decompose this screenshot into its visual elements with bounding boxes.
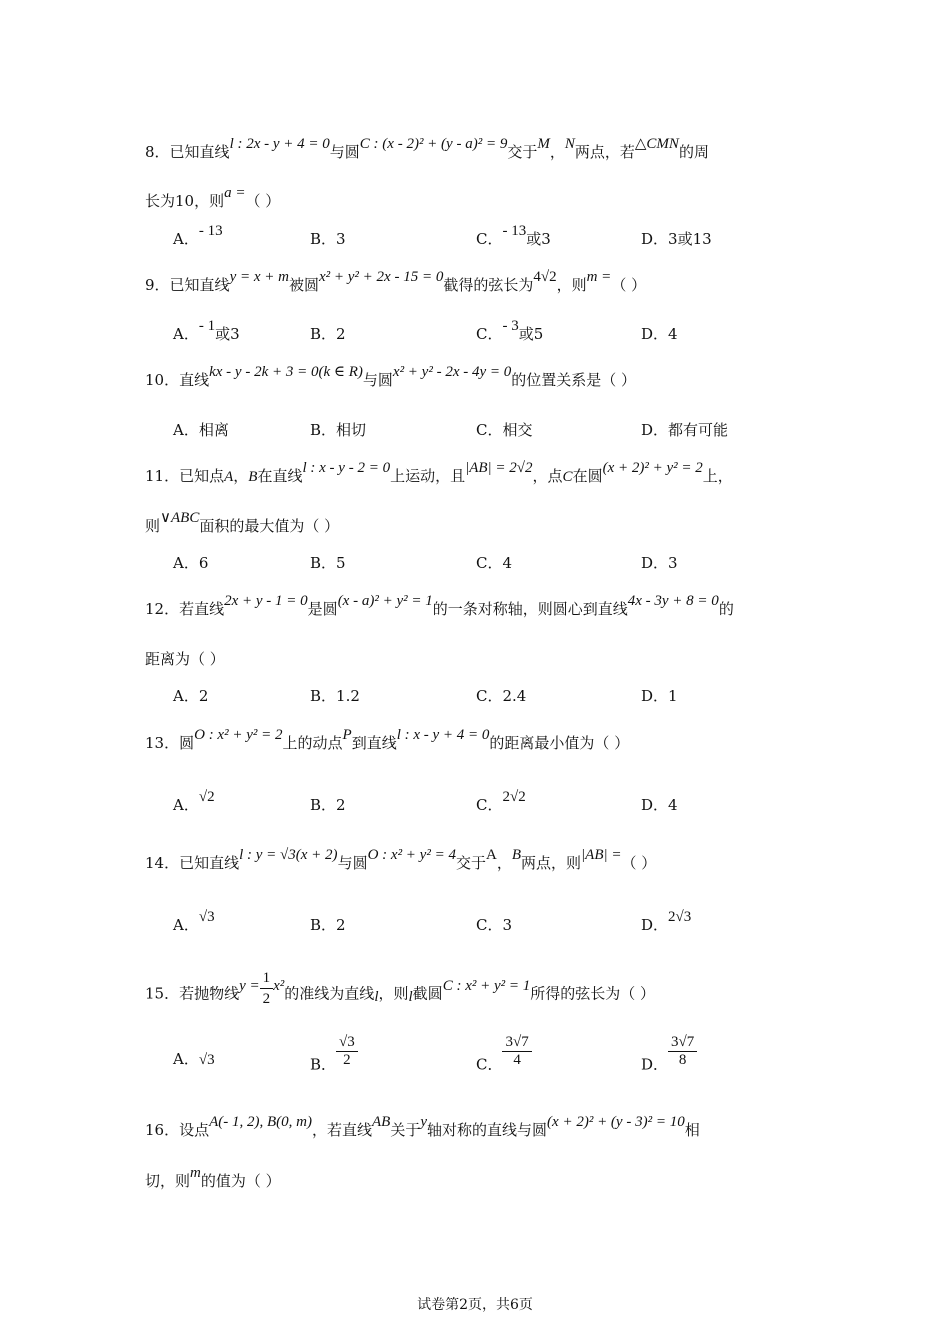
math-expression: l : 2x - y + 4 = 0 [229, 136, 330, 152]
math-expression: C : (x - 2)² + (y - a)² = 9 [359, 136, 508, 152]
question-11: 11．已知点A，B在直线l : x - y - 2 = 0上运动，且|AB| = 2√2，点C在圆(x + 2)² + y² = 2上， [145, 460, 733, 485]
option-c: C．相交 [476, 421, 533, 439]
options-row [173, 909, 813, 940]
question-10: 10．直线kx - y - 2k + 3 = 0(k ∈ R)与圆x² + y² - 2x - 4y = 0的位置关系是（ ） [145, 364, 637, 389]
option-c: C．- 13或3 [476, 223, 551, 248]
question-number: 16． [145, 1121, 180, 1139]
option-a: A．相离 [173, 421, 229, 439]
option-a: A．- 1或3 [173, 318, 240, 343]
question-number: 15． [145, 984, 180, 1003]
page-footer: 试卷第2页，共6页 [417, 1297, 533, 1313]
options-row [173, 789, 813, 820]
option-a: A．2 [173, 687, 209, 705]
question-number: 10． [145, 371, 180, 389]
option-b: B．相切 [310, 421, 367, 439]
options-row [173, 552, 813, 578]
question-12: 12．若直线2x + y - 1 = 0是圆(x - a)² + y² = 1的一条对称轴，则圆心到直线4x - 3y + 8 = 0的 [145, 593, 734, 618]
question-number: 12． [145, 600, 180, 618]
option-d: D．3 [641, 554, 678, 572]
option-d: D．4 [641, 796, 678, 814]
option-b: B．2 [310, 916, 346, 934]
question-12-continuation: 距离为（ ） [145, 650, 225, 668]
options-row [173, 419, 813, 445]
question-13: 13．圆O : x² + y² = 2上的动点P到直线l : x - y + 4 = 0的距离最小值为（ ） [145, 727, 630, 752]
option-a: A．- 13 [173, 223, 223, 248]
question-9: 9．已知直线y = x + m被圆x² + y² + 2x - 15 = 0截得的弦长为4√2，则m =（ ） [145, 269, 647, 294]
option-a: A．√2 [173, 789, 215, 814]
option-c: C． $\frac{3√7}{4}$ [476, 1048, 532, 1083]
options-row [173, 1034, 813, 1080]
option-d: D．3或13 [641, 230, 712, 248]
question-16-continuation: 切，则m的值为（ ） [145, 1165, 281, 1190]
options-row [173, 318, 813, 349]
option-b: B． $\frac{√3}{2}$ [310, 1048, 358, 1083]
question-11-continuation: 则∨ABC面积的最大值为（ ） [145, 510, 340, 535]
question-number: 11． [145, 467, 180, 485]
option-b: B．1.2 [310, 687, 360, 705]
option-a: A．√3 [173, 1050, 215, 1068]
option-b: B．2 [310, 325, 346, 343]
question-15: 15．若抛物线y = $\frac{1}{2}$ x²的准线为直线l，则l截圆C : x² + y² = 1所得的弦长为（ ） [145, 970, 656, 1007]
option-d: D．2√3 [641, 909, 692, 934]
question-number: 13． [145, 734, 180, 752]
question-8-continuation: 长为10，则a =（ ） [145, 185, 281, 210]
fraction: $\frac{3√7}{4}$ [502, 1034, 531, 1069]
question-8: 8．已知直线l : 2x - y + 4 = 0与圆C : (x - 2)² + (y - a)² = 9交于M，N两点，若△CMN的周 [145, 136, 709, 161]
option-a: A．6 [173, 554, 209, 572]
fraction: $\frac{1}{2}$ [260, 968, 274, 1009]
option-d: D．都有可能 [641, 421, 729, 439]
option-c: C．2√2 [476, 789, 526, 814]
option-a: A．√3 [173, 909, 215, 934]
option-b: B．2 [310, 796, 346, 814]
option-c: C．2.4 [476, 687, 527, 705]
question-number: 8． [145, 143, 170, 161]
option-b: B．5 [310, 554, 346, 572]
question-14: 14．已知直线l : y = √3(x + 2)与圆O : x² + y² = 4交于A，B两点，则|AB| =（ ） [145, 847, 657, 872]
fraction: $\frac{√3}{2}$ [336, 1034, 358, 1069]
fraction: $\frac{3√7}{8}$ [668, 1034, 697, 1069]
options-row [173, 223, 813, 254]
options-row [173, 685, 813, 711]
option-c: C．3 [476, 916, 513, 934]
option-d: D．4 [641, 325, 678, 343]
option-d: D． $\frac{3√7}{8}$ [641, 1048, 697, 1083]
option-c: C．- 3或5 [476, 318, 544, 343]
question-number: 14． [145, 854, 180, 872]
option-d: D．1 [641, 687, 678, 705]
option-b: B．3 [310, 230, 346, 248]
question-number: 9． [145, 276, 170, 294]
option-c: C．4 [476, 554, 513, 572]
question-16: 16．设点A(- 1, 2), B(0, m)，若直线AB关于y轴对称的直线与圆(x + 2)² + (y - 3)² = 10相 [145, 1114, 700, 1139]
